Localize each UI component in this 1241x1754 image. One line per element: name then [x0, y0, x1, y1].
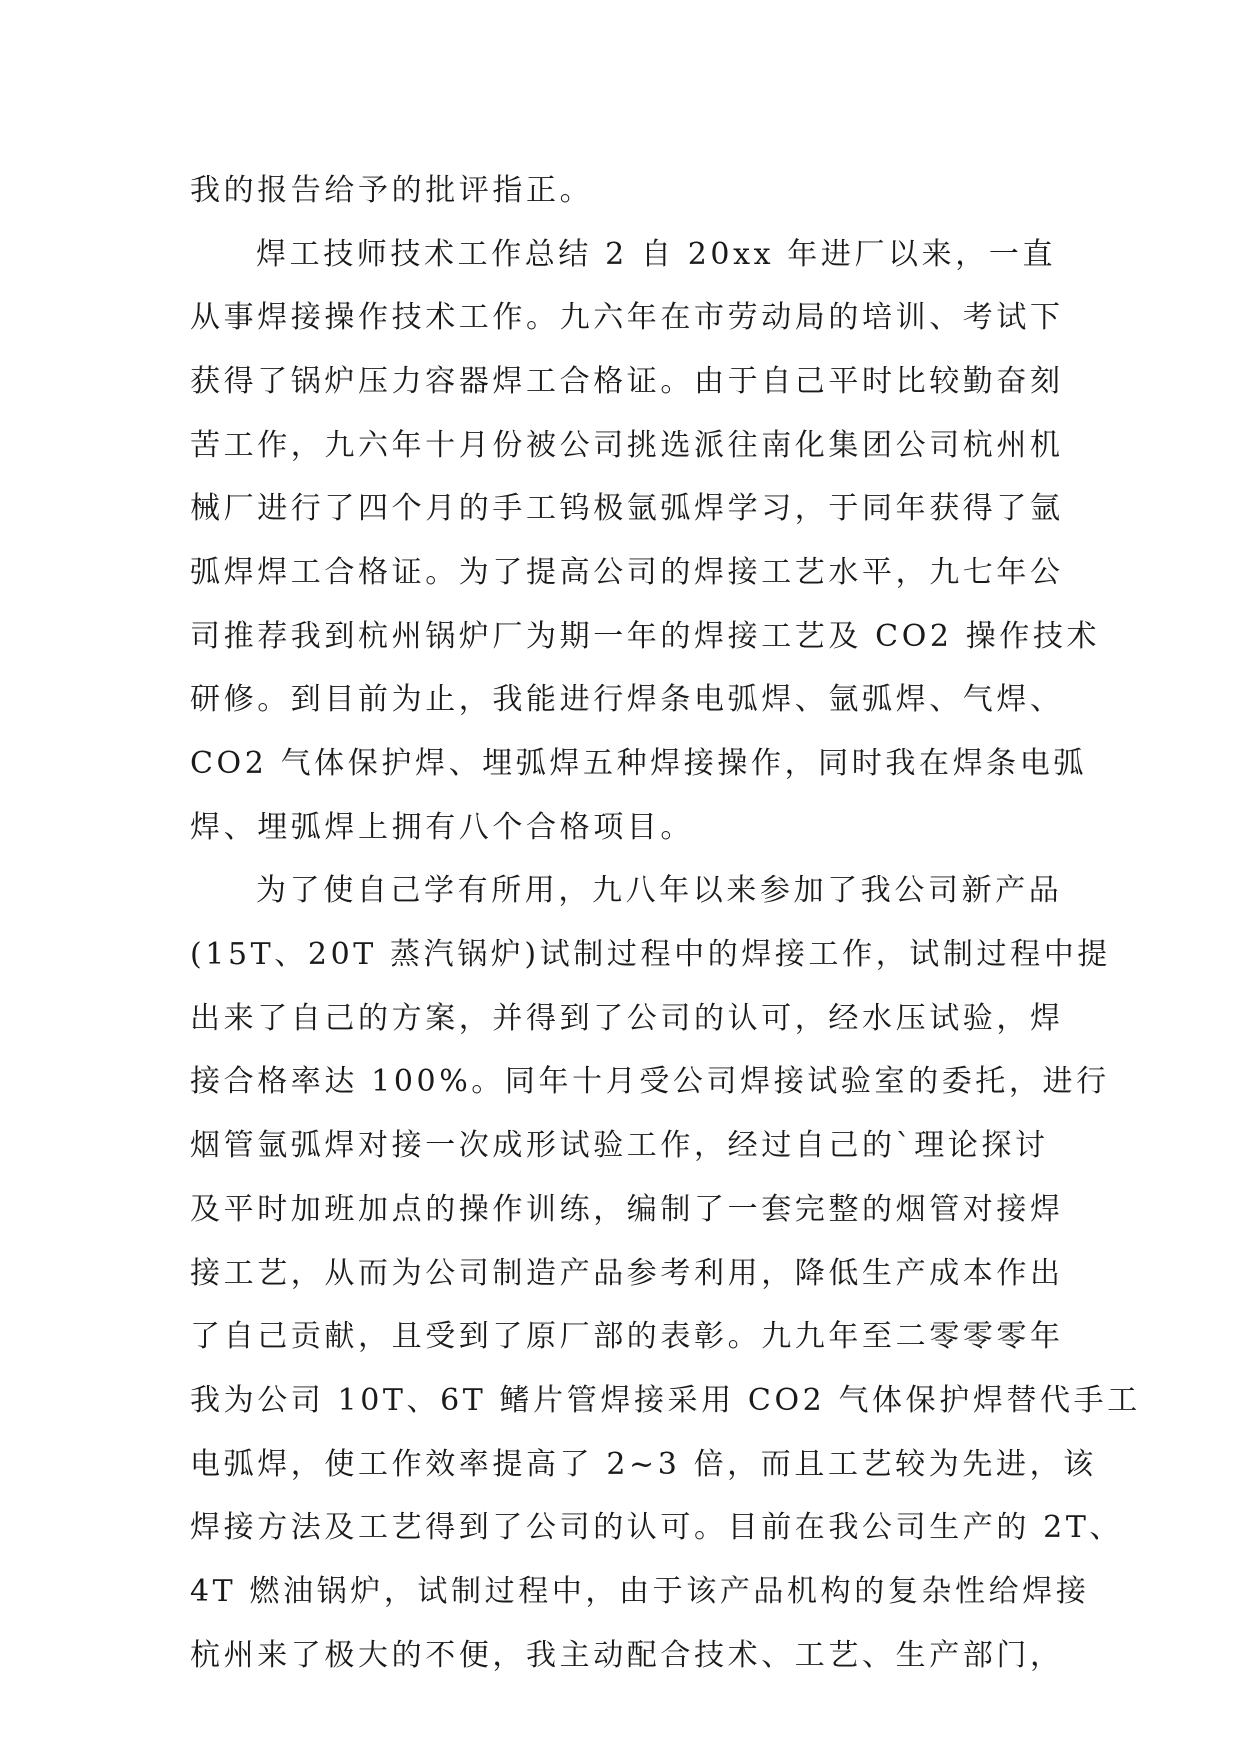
text-line: 接工艺，从而为公司制造产品参考利用，降低生产成本作出: [190, 1255, 1064, 1291]
text-line-section-heading: 焊工技师技术工作总结 2 自 20xx 年进厂以来，一直: [256, 236, 1057, 272]
text-line-paragraph-start: 为了使自己学有所用，九八年以来参加了我公司新产品: [256, 873, 1063, 909]
text-line: 烟管氩弧焊对接一次成形试验工作，经过自己的`理论探讨: [190, 1128, 1049, 1164]
text-line-closing: 我的报告给予的批评指正。: [190, 172, 594, 208]
text-line: 司推荐我到杭州锅炉厂为期一年的焊接工艺及 CO2 操作技术: [190, 618, 1101, 654]
text-line: (15T、20T 蒸汽锅炉)试制过程中的焊接工作，试制过程中提: [190, 937, 1111, 973]
text-line: 械厂进行了四个月的手工钨极氩弧焊学习，于同年获得了氩: [190, 491, 1064, 527]
text-line: 杭州来了极大的不便，我主动配合技术、工艺、生产部门，: [190, 1637, 1064, 1673]
text-line: CO2 气体保护焊、埋弧焊五种焊接操作，同时我在焊条电弧: [190, 746, 1087, 782]
text-line: 苦工作，九六年十月份被公司挑选派往南化集团公司杭州机: [190, 427, 1064, 463]
text-line: 焊接方法及工艺得到了公司的认可。目前在我公司生产的 2T、: [190, 1510, 1124, 1546]
text-line: 出来了自己的方案，并得到了公司的认可，经水压试验，焊: [190, 1000, 1064, 1036]
text-line: 焊、埋弧焊上拥有八个合格项目。: [190, 809, 694, 845]
text-line: 4T 燃油锅炉，试制过程中，由于该产品机构的复杂性给焊接: [190, 1573, 1090, 1609]
text-line: 及平时加班加点的操作训练，编制了一套完整的烟管对接焊: [190, 1191, 1064, 1227]
text-line: 获得了锅炉压力容器焊工合格证。由于自己平时比较勤奋刻: [190, 363, 1064, 399]
text-line: 弧焊焊工合格证。为了提高公司的焊接工艺水平，九七年公: [190, 554, 1064, 590]
text-line: 研修。到目前为止，我能进行焊条电弧焊、氩弧焊、气焊、: [190, 682, 1064, 718]
text-line: 电弧焊，使工作效率提高了 2~3 倍，而且工艺较为先进，该: [190, 1446, 1097, 1482]
text-line: 了自己贡献，且受到了原厂部的表彰。九九年至二零零零年: [190, 1319, 1064, 1355]
text-line: 从事焊接操作技术工作。九六年在市劳动局的培训、考试下: [190, 300, 1064, 336]
text-line: 接合格率达 100%。同年十月受公司焊接试验室的委托，进行: [190, 1064, 1110, 1100]
document-body: [190, 155, 1141, 1684]
text-line: 我为公司 10T、6T 鳍片管焊接采用 CO2 气体保护焊替代手工: [190, 1382, 1141, 1418]
